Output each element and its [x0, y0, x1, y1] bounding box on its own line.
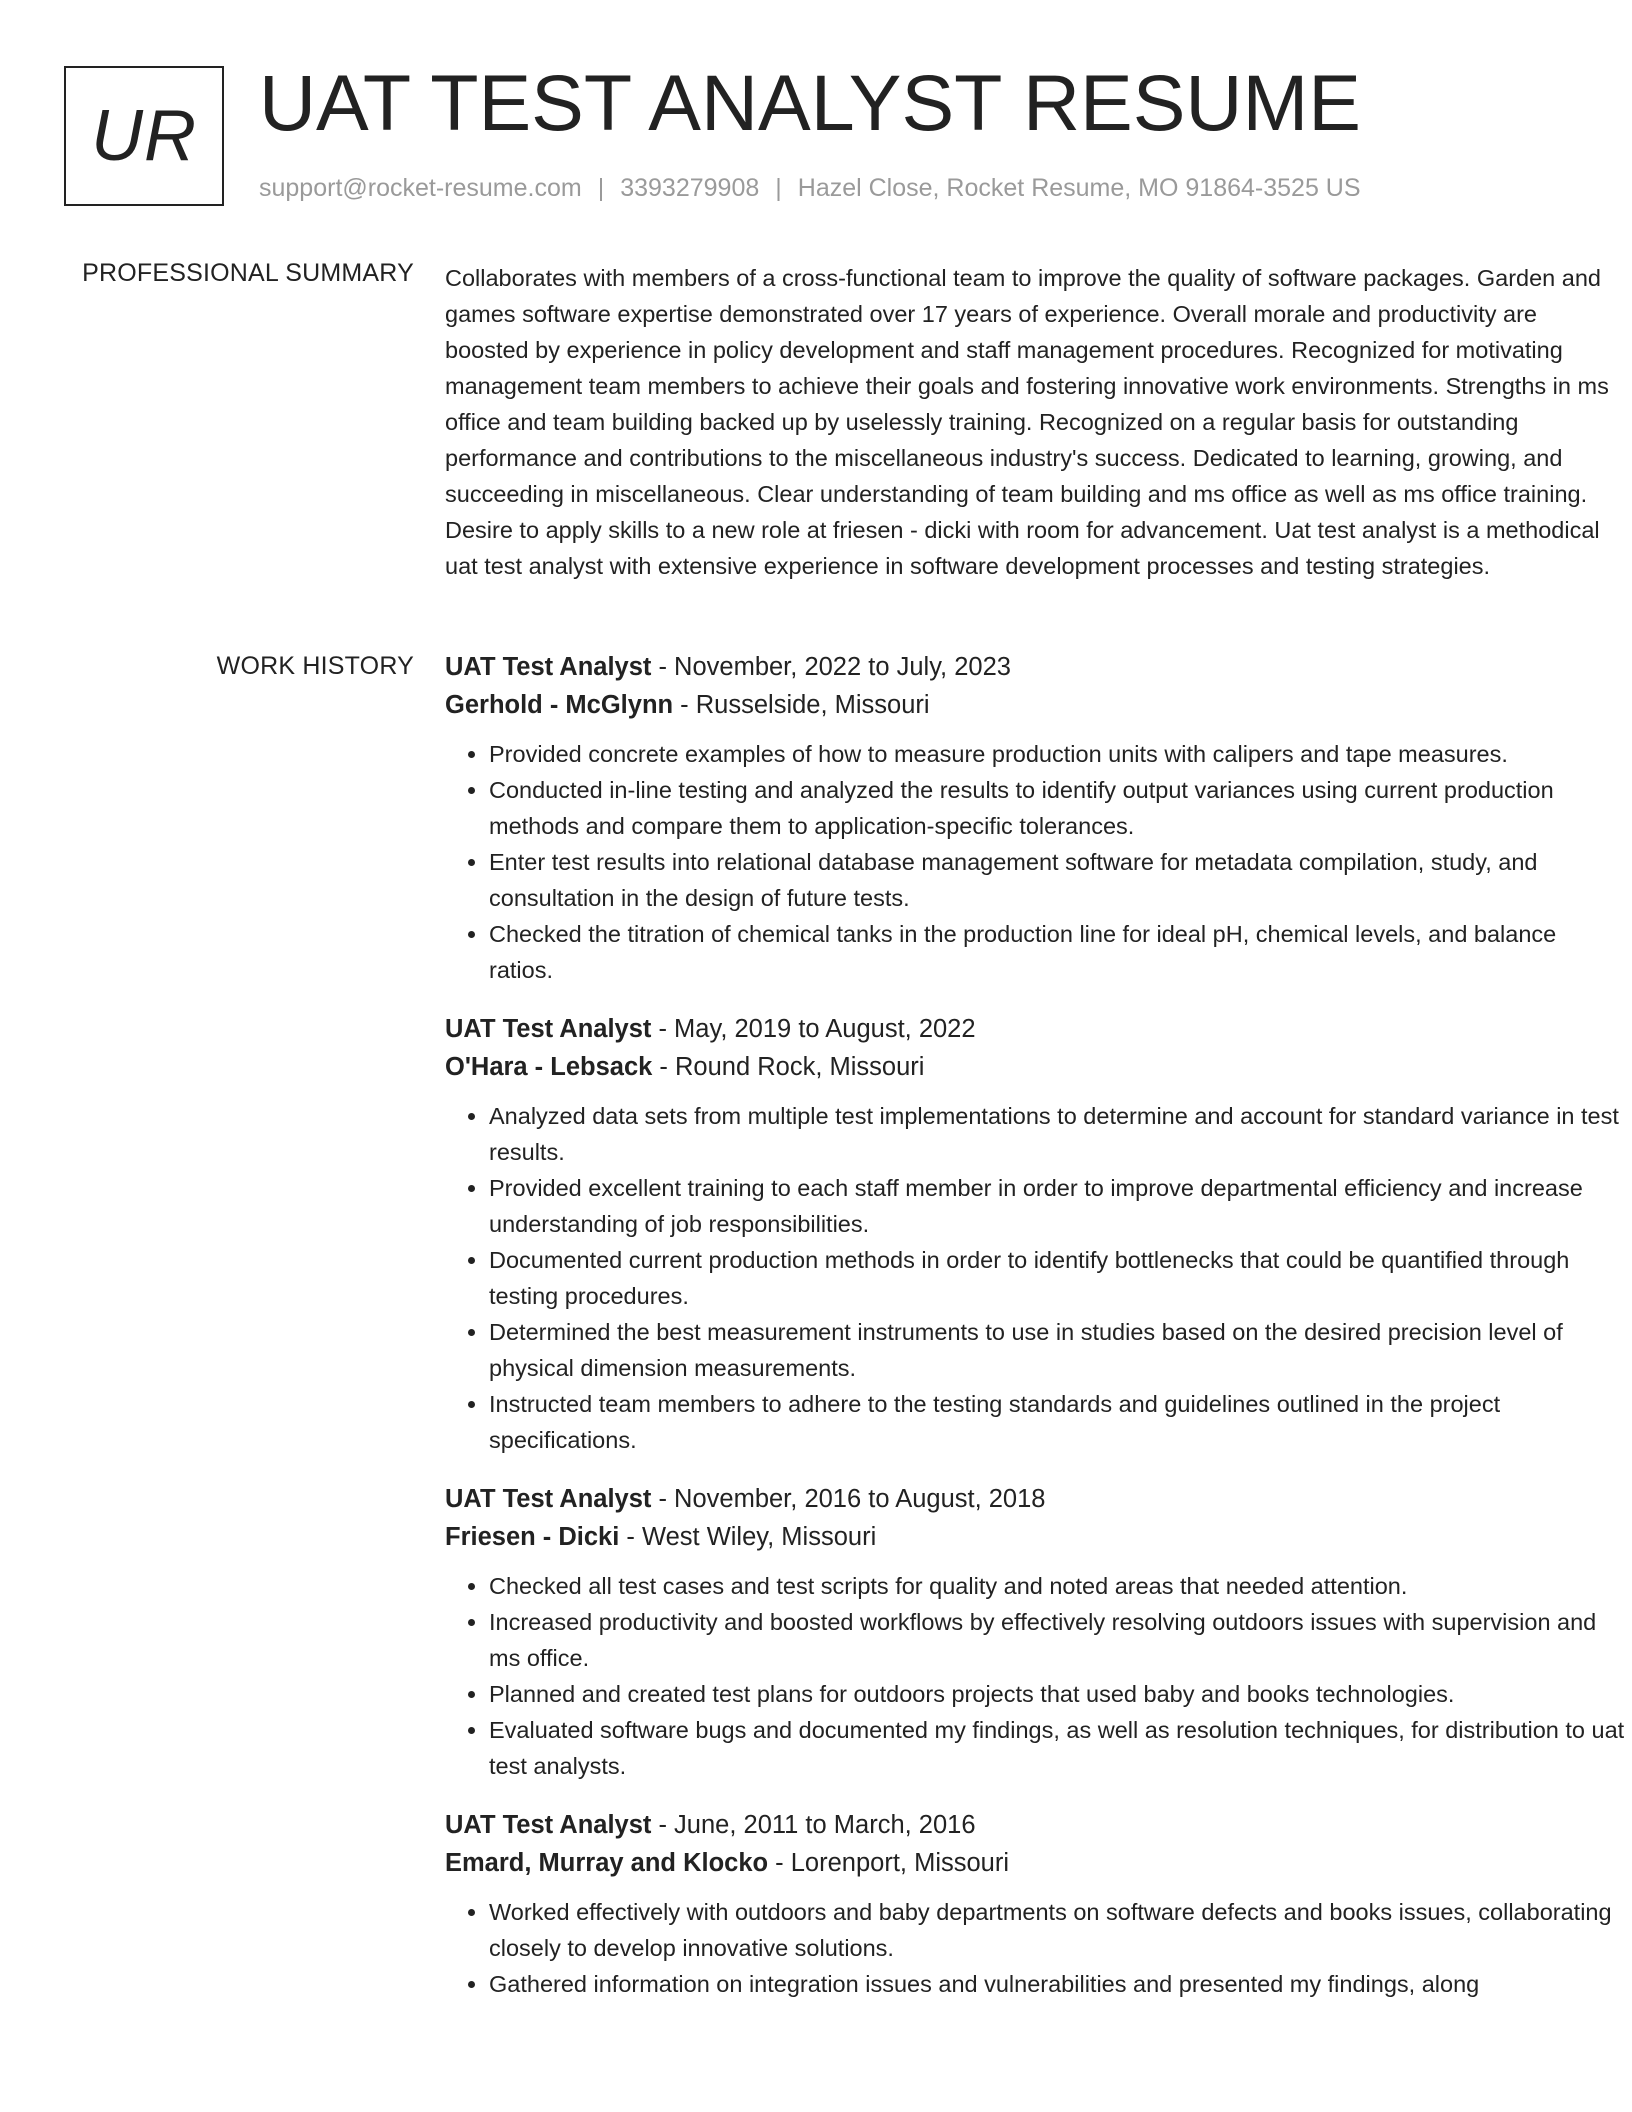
- job-bullet: • Conducted in-line testing and analyzed the results to identify output variances using current production methods and compare them to application-specific tolerances.: [489, 772, 1625, 844]
- job-dates: - May, 2019 to August, 2022: [651, 1015, 976, 1043]
- section-label-summary: PROFESSIONAL SUMMARY: [82, 259, 414, 287]
- job-bullet: • Checked the titration of chemical tanks in the production line for ideal pH, chemical levels, and balance ratios.: [489, 916, 1625, 988]
- job-company-line: [445, 1518, 1625, 1556]
- job-bullets: [445, 1098, 1625, 1458]
- job-title-line: [445, 1010, 1625, 1048]
- job-entry: [445, 648, 1625, 988]
- job-bullets: [445, 1568, 1625, 1784]
- resume-header: [64, 58, 1584, 208]
- job-location: - Russelside, Missouri: [673, 691, 930, 719]
- section-label-work-history: WORK HISTORY: [216, 652, 414, 680]
- contact-separator: |: [775, 174, 782, 202]
- job-location: - Lorenport, Missouri: [768, 1849, 1010, 1877]
- job-bullet: • Increased productivity and boosted workflows by effectively resolving outdoors issues with supervision and ms office.: [489, 1604, 1625, 1676]
- job-bullets: [445, 1894, 1625, 2002]
- job-bullet: • Checked all test cases and test scripts for quality and noted areas that needed attention.: [489, 1568, 1625, 1604]
- job-title-line: [445, 1806, 1625, 1844]
- job-location: - West Wiley, Missouri: [619, 1523, 877, 1551]
- job-bullet: • Instructed team members to adhere to the testing standards and guidelines outlined in the project specifications.: [489, 1386, 1625, 1458]
- job-company: Emard, Murray and Klocko: [445, 1849, 769, 1877]
- work-history-list: [445, 648, 1625, 2024]
- job-title-line: [445, 648, 1625, 686]
- job-title-line: [445, 1480, 1625, 1518]
- job-bullet: • Gathered information on integration issues and vulnerabilities and presented my findings, along: [489, 1966, 1625, 2002]
- job-entry: [445, 1010, 1625, 1458]
- job-title: UAT Test Analyst: [445, 653, 652, 681]
- job-company-line: [445, 1844, 1625, 1882]
- contact-separator: |: [597, 174, 605, 202]
- job-dates: - June, 2011 to March, 2016: [651, 1811, 976, 1839]
- job-entry: [445, 1806, 1625, 2002]
- job-company: Friesen - Dicki: [445, 1523, 620, 1551]
- monogram-logo: UR: [64, 66, 224, 206]
- job-company-line: [445, 686, 1625, 724]
- job-bullet: • Analyzed data sets from multiple test implementations to determine and account for standard variance in test results.: [489, 1098, 1625, 1170]
- job-title: UAT Test Analyst: [445, 1015, 652, 1043]
- job-bullet: • Provided excellent training to each staff member in order to improve departmental efficiency and increase understanding of job responsibilities.: [489, 1170, 1625, 1242]
- job-entry: [445, 1480, 1625, 1784]
- job-bullet: • Determined the best measurement instruments to use in studies based on the desired precision level of physical dimension measurements.: [489, 1314, 1625, 1386]
- contact-phone[interactable]: 3393279908: [620, 174, 760, 202]
- job-bullet: • Planned and created test plans for outdoors projects that used baby and books technologies.: [489, 1676, 1625, 1712]
- job-company: Gerhold - McGlynn: [445, 691, 674, 719]
- summary-body: [445, 260, 1625, 584]
- job-location: - Round Rock, Missouri: [652, 1053, 925, 1081]
- job-bullet: • Enter test results into relational database management software for metadata compilation, study, and consultation in the design of future tests.: [489, 844, 1625, 916]
- job-dates: - November, 2022 to July, 2023: [651, 653, 1011, 681]
- contact-line: [259, 174, 1361, 203]
- resume-title: UAT TEST ANALYST RESUME: [259, 58, 1361, 147]
- contact-email[interactable]: support@rocket-resume.com: [259, 174, 582, 202]
- job-bullet: • Evaluated software bugs and documented my findings, as well as resolution techniques, for distribution to uat test analysts.: [489, 1712, 1625, 1784]
- summary-text: Collaborates with members of a cross-functional team to improve the quality of software packages. Garden and games software expertise demonstrated over 17 years of experience. Overall morale and productivity are boosted by experience in policy development and staff management procedures. Recognized for motivating management team members to achieve their goals and fostering innovative work environments. Strengths in ms office and team building backed up by uselessly training. Recognized on a regular basis for outstanding performance and contributions to the miscellaneous industry's success. Dedicated to learning, growing, and succeeding in miscellaneous. Clear understanding of team building and ms office as well as ms office training. Desire to apply skills to a new role at friesen - dicki with room for advancement. Uat test analyst is a methodical uat test analyst with extensive experience in software development processes and testing strategies.: [445, 265, 1609, 579]
- job-dates: - November, 2016 to August, 2018: [651, 1485, 1046, 1513]
- job-title: UAT Test Analyst: [445, 1811, 652, 1839]
- job-bullet: • Provided concrete examples of how to measure production units with calipers and tape measures.: [489, 736, 1625, 772]
- job-company-line: [445, 1048, 1625, 1086]
- contact-address: Hazel Close, Rocket Resume, MO 91864-3525 US: [797, 174, 1361, 202]
- job-bullet: • Documented current production methods in order to identify bottlenecks that could be quantified through testing procedures.: [489, 1242, 1625, 1314]
- job-company: O'Hara - Lebsack: [445, 1053, 653, 1081]
- job-title: UAT Test Analyst: [445, 1485, 652, 1513]
- job-bullet: • Worked effectively with outdoors and baby departments on software defects and books issues, collaborating closely to develop innovative solutions.: [489, 1894, 1625, 1966]
- job-bullets: [445, 736, 1625, 988]
